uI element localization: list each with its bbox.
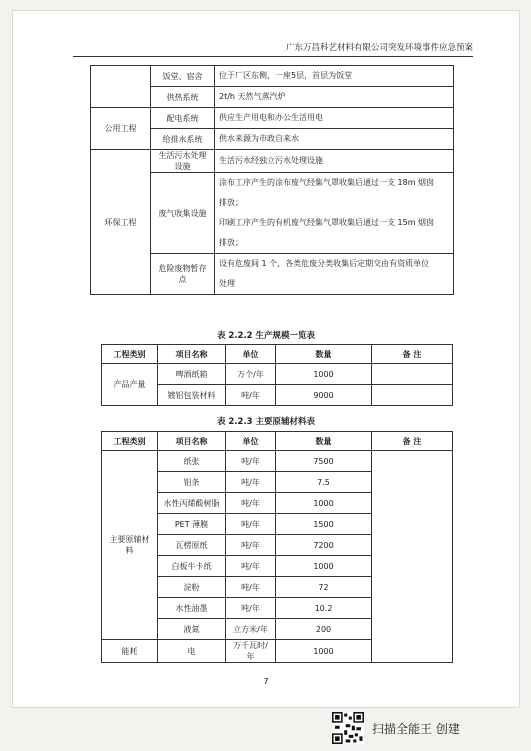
quantity-cell: 1500 (276, 514, 372, 535)
column-header: 数量 (276, 345, 372, 364)
cell-line: 供水来源为市政自来水 (219, 134, 299, 143)
quantity-cell: 9000 (276, 385, 372, 406)
cell-line: 供应生产用电和办公生活用电 (219, 113, 323, 122)
category-cell: 主要原辅材料 (102, 451, 158, 640)
column-header: 工程类别 (102, 432, 158, 451)
quantity-cell: 1000 (276, 640, 372, 663)
scanner-watermark-text: 扫描全能王 创建 (372, 721, 460, 736)
unit-cell: 吨/年 (226, 577, 276, 598)
table-row (91, 108, 454, 129)
table-row (91, 150, 454, 173)
description-cell (215, 108, 454, 129)
note-cell (372, 364, 453, 385)
facilities-table (90, 65, 454, 295)
table-row (102, 364, 453, 385)
item-name-cell: 纸张 (158, 451, 226, 472)
note-cell (372, 385, 453, 406)
note-cell (372, 451, 453, 663)
column-header: 项目名称 (158, 432, 226, 451)
item-name-cell: 白板牛卡纸 (158, 556, 226, 577)
cell-line: 排放； (219, 198, 243, 207)
item-cell (151, 150, 215, 173)
category-cell: 能耗 (102, 640, 158, 663)
table-caption-production: 表 2.2.2 生产规模一览表 (216, 331, 316, 341)
quantity-cell: 72 (276, 577, 372, 598)
description-cell (215, 87, 454, 108)
quantity-cell: 7200 (276, 535, 372, 556)
item-cell: 给排水系统 (151, 129, 215, 150)
cell-line: 处理 (219, 279, 235, 288)
item-name-cell: 瓦楞原纸 (158, 535, 226, 556)
item-name-cell: 水性丙烯酸树脂 (158, 493, 226, 514)
cell-line: 印刷工序产生的有机废气经集气罩收集后通过一支 15m 烟囱 (219, 218, 435, 227)
item-name-cell: 铝条 (158, 472, 226, 493)
cell-line: 设施 (174, 162, 191, 171)
cell-line: 2t/h 天然气蒸汽炉 (219, 92, 286, 101)
item-name-cell: 淀粉 (158, 577, 226, 598)
column-header: 数量 (276, 432, 372, 451)
description-cell (215, 66, 454, 87)
unit-cell: 吨/年 (226, 493, 276, 514)
column-header: 单位 (226, 432, 276, 451)
category-cell: 公用工程 (91, 108, 151, 150)
cell-line: 涂布工序产生的涂布废气经集气罩收集后通过一支 18m 烟囱 (219, 178, 435, 187)
category-cell (91, 66, 151, 108)
unit-cell: 万个/年 (226, 364, 276, 385)
cell-line: 点 (178, 275, 187, 284)
item-cell (151, 173, 215, 254)
cell-line: 生活污水处理 (158, 151, 207, 160)
quantity-cell: 1000 (276, 493, 372, 514)
unit-cell: 立方米/年 (226, 619, 276, 640)
item-cell: 饭堂、宿舍 (151, 66, 215, 87)
table-header-row (102, 345, 453, 364)
raw-materials-table (101, 431, 453, 663)
quantity-cell: 1000 (276, 364, 372, 385)
page-number: 7 (263, 677, 269, 686)
quantity-cell: 10.2 (276, 598, 372, 619)
scanner-watermark (332, 712, 460, 744)
unit-cell: 吨/年 (226, 598, 276, 619)
document-page (12, 10, 520, 708)
description-cell (215, 254, 454, 295)
quantity-cell: 7500 (276, 451, 372, 472)
unit-cell: 万千瓦时/年 (226, 640, 276, 663)
cell-line: 危险废物暂存 (158, 264, 207, 273)
qr-code-icon (332, 712, 364, 744)
column-header: 备 注 (372, 432, 453, 451)
quantity-cell: 200 (276, 619, 372, 640)
quantity-cell: 1000 (276, 556, 372, 577)
item-cell (151, 254, 215, 295)
unit-cell: 吨/年 (226, 385, 276, 406)
item-name-cell: PET 薄膜 (158, 514, 226, 535)
page-header: 广东万昌科艺材料有限公司突发环境事件应急预案 (73, 41, 473, 57)
item-cell: 配电系统 (151, 108, 215, 129)
column-header: 单位 (226, 345, 276, 364)
column-header: 工程类别 (102, 345, 158, 364)
item-name-cell: 镀铝包装材料 (158, 385, 226, 406)
production-scale-table (101, 344, 453, 406)
cell-line: 排放； (219, 238, 243, 247)
item-name-cell: 水性油墨 (158, 598, 226, 619)
table-row (102, 451, 453, 472)
item-cell: 供热系统 (151, 87, 215, 108)
cell-line: 位于厂区东侧，一座5层，首层为饭堂 (219, 71, 353, 80)
description-cell (215, 129, 454, 150)
description-cell (215, 173, 454, 254)
item-name-cell: 啤酒纸箱 (158, 364, 226, 385)
quantity-cell: 7.5 (276, 472, 372, 493)
unit-cell: 吨/年 (226, 472, 276, 493)
column-header: 项目名称 (158, 345, 226, 364)
item-name-cell: 液氮 (158, 619, 226, 640)
description-cell (215, 150, 454, 173)
cell-line: 设有危废间 1 个，各类危废分类收集后定期交由有资质单位 (219, 259, 430, 268)
unit-cell: 吨/年 (226, 535, 276, 556)
unit-cell: 吨/年 (226, 556, 276, 577)
table-header-row (102, 432, 453, 451)
unit-cell: 吨/年 (226, 451, 276, 472)
cell-line: 废气收集设施 (158, 208, 207, 218)
cell-line: 生活污水经独立污水处理设施 (219, 156, 323, 165)
table-caption-materials: 表 2.2.3 主要原辅材料表 (216, 417, 316, 427)
category-cell: 环保工程 (91, 150, 151, 295)
item-name-cell: 电 (158, 640, 226, 663)
unit-cell: 吨/年 (226, 514, 276, 535)
table-row (91, 66, 454, 87)
column-header: 备 注 (372, 345, 453, 364)
category-cell: 产品产量 (102, 364, 158, 406)
